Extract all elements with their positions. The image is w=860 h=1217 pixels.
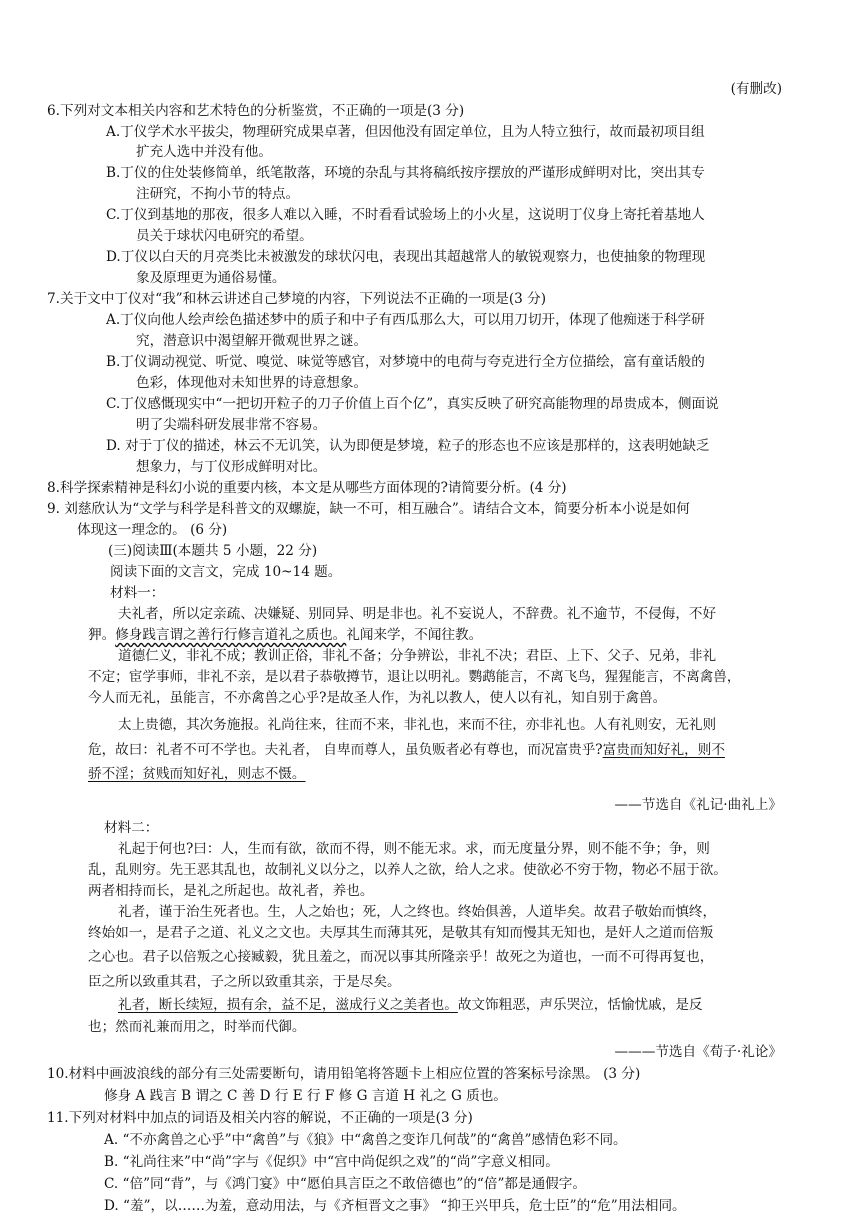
q7-stem: 7.关于文中丁仪对“我”和林云讲述自己梦境的内容，下列说法不正确的一项是(3 分) — [47, 291, 547, 307]
q11-option-d: D. “羞”，以……为羞，意动用法，与《齐桓晋文之事》 “抑王兴甲兵，危士臣”的“危”用法相同。 — [104, 1198, 686, 1214]
edited-note: (有删改) — [730, 81, 782, 97]
material-2-p2-line1: 礼者，谨于治生死者也。生，人之始也；死，人之终也。终始俱善，人道毕矣。故君子敬始而慎终， — [118, 904, 717, 920]
m1-p1-pre: 狎。 — [88, 627, 116, 643]
q6-stem: 6.下列对文本相关内容和艺术特色的分析鉴赏，不正确的一项是(3 分) — [47, 103, 465, 119]
q7-option-b-line2: 色彩，体现他对未知世界的诗意想象。 — [136, 375, 368, 391]
material-2-p3-line1 — [118, 994, 703, 1016]
m2-p3-post: 故文饰粗恶，声乐哭泣，恬愉忧戚，是反 — [457, 997, 703, 1013]
q7-option-c-line2: 明了尖端科研发展非常不容易。 — [136, 417, 327, 433]
material-1-p3-line1: 太上贵德，其次务施报。礼尚往来，往而不来，非礼也，来而不往，亦非礼也。人有礼则安，无礼则 — [118, 717, 717, 733]
q7-option-a-line2: 究，潜意识中渴望解开微观世界之谜。 — [136, 333, 368, 349]
material-1-p1-line2 — [88, 624, 482, 646]
q11-option-c: C. “倍”同“背”，与《鸿门宴》中“愿伯具言臣之不敢倍德也”的“倍”都是通假字。 — [104, 1176, 586, 1192]
q7-option-a-line1: A.丁仪向他人绘声绘色描述梦中的质子和中子有西瓜那么大，可以用刀切开，体现了他痴迷于科学研 — [106, 312, 705, 328]
material-1-label: 材料一： — [110, 585, 165, 601]
material-1-p3-line3 — [88, 763, 306, 785]
section-3-title: (三)阅读Ⅲ(本题共 5 小题，22 分) — [108, 543, 318, 559]
material-2-p2-line2: 终始如一，是君子之道、礼义之文也。夫厚其生而薄其死，是敬其有知而慢其无知也，是奸人之道而倍叛 — [88, 925, 714, 941]
q6-option-a-line1: A.丁仪学术水平拔尖，物理研究成果卓著，但因他没有固定单位，且为人特立独行，故而最初项目组 — [106, 124, 705, 140]
material-1-p2-line1: 道德仁义，非礼不成；教训正俗，非礼不备；分争辨讼，非礼不决；君臣、上下、父子、兄弟，非礼 — [118, 648, 717, 664]
q11-option-a: A. “不亦禽兽之心乎”中“禽兽”与《狼》中“禽兽之变诈几何哉”的“禽兽”感情色彩不同。 — [104, 1132, 627, 1148]
wavy-underlined-passage: 修身践言谓之善行行修言道礼之质也。 — [115, 627, 347, 643]
material-2-p1-line3: 两者相持而长，是礼之所起也。故礼者，养也。 — [88, 883, 374, 899]
material-2-p1-line2: 乱，乱则穷。先王恶其乱也，故制礼义以分之，以养人之欲，给人之求。使欲必不穷于物，物必不屈于欲。 — [88, 862, 727, 878]
q6-option-c-line2: 员关于球状闪电研究的希望。 — [136, 228, 313, 244]
section-3-instruction: 阅读下面的文言文，完成 10~14 题。 — [110, 564, 342, 580]
material-2-p3-line2: 也；然而礼兼而用之，时举而代御。 — [88, 1019, 306, 1035]
underlined-sentence-1a: 富贵而知好礼，则不 — [602, 742, 725, 758]
m1-p3-text: 危，故曰：礼者不可不学也。夫礼者， 自卑而尊人，虽负贩者必有尊也，而况富贵乎? — [88, 742, 603, 758]
q11-option-b: B. “礼尚往来”中“尚”字与《促织》中“宫中尚促织之戏”的“尚”字意义相同。 — [104, 1154, 559, 1170]
material-1-source: ——节选自《礼记·曲礼上》 — [614, 797, 782, 813]
material-1-p1-line1: 夫礼者，所以定亲疏、决嫌疑、别同异、明是非也。礼不妄说人，不辞费。礼不逾节，不侵侮，不好 — [118, 606, 717, 622]
q8-stem: 8.科学探索精神是科幻小说的重要内核，本文是从哪些方面体现的?请简要分析。(4 分) — [47, 480, 567, 496]
m1-p1-post: 礼闻来学，不闻往教。 — [346, 627, 483, 643]
q9-stem-line1: 9. 刘慈欣认为“文学与科学是科普文的双螺旋，缺一不可，相互融合”。请结合文本，简要分析本小说是如何 — [47, 501, 690, 517]
q7-option-d-line2: 想象力，与丁仪形成鲜明对比。 — [136, 459, 327, 475]
material-2-label: 材料二： — [104, 820, 159, 836]
q9-stem-line2: 体现这一理念的。 (6 分) — [77, 522, 228, 538]
material-1-p3-line2 — [88, 739, 725, 761]
q6-option-d-line1: D.丁仪以白天的月亮类比未被激发的球状闪电，表现出其超越常人的敏锐观察力，也使抽象的物理现 — [106, 249, 706, 265]
q10-options: 修身 A 践言 B 谓之 C 善 D 行 E 行 F 修 G 言道 H 礼之 G 质也。 — [104, 1088, 507, 1104]
underlined-sentence-1b: 骄不淫；贫贱而知好礼，则志不慑。 — [88, 766, 306, 782]
q6-option-c-line1: C.丁仪到基地的那夜，很多人难以入睡，不时看看试验场上的小火星，这说明丁仪身上寄托着基地人 — [106, 207, 705, 223]
q6-option-b-line1: B.丁仪的住处装修简单，纸笔散落，环境的杂乱与其将稿纸按序摆放的严谨形成鲜明对比，突出其专 — [106, 165, 705, 181]
q6-option-d-line2: 象及原理更为通俗易懂。 — [136, 270, 286, 286]
q7-option-c-line1: C.丁仪感慨现实中“一把切开粒子的刀子价值上百个亿”，真实反映了研究高能物理的昂贵成本，侧面说 — [106, 396, 719, 412]
q10-stem: 10.材料中画波浪线的部分有三处需要断句，请用铅笔将答题卡上相应位置的答案标号涂黑。 (3 分) — [47, 1066, 641, 1082]
q7-option-d-line1: D. 对于丁仪的描述，林云不无讥笑，认为即便是梦境，粒子的形态也不应该是那样的，这表明她缺乏 — [106, 438, 710, 454]
material-2-p1-line1: 礼起于何也?曰：人，生而有欲，欲而不得，则不能无求。求，而无度量分界，则不能不争；争，则 — [118, 841, 710, 857]
q6-option-b-line2: 注研究，不拘小节的特点。 — [136, 186, 300, 202]
q11-stem: 11.下列对材料中加点的词语及相关内容的解说，不正确的一项是(3 分) — [47, 1110, 473, 1126]
underlined-sentence-2: 礼者，断长续短，损有余，益不足，滋成行义之美者也。 — [118, 997, 458, 1013]
material-2-p2-line4: 臣之所以致重其君，子之所以致重其亲，于是尽矣。 — [88, 974, 401, 990]
q6-option-a-line2: 扩充人选中并没有他。 — [136, 144, 272, 160]
q7-option-b-line1: B.丁仪调动视觉、听觉、嗅觉、味觉等感官，对梦境中的电荷与夸克进行全方位描绘，富有童话般的 — [106, 354, 705, 370]
material-2-source: ———节选自《荀子·礼论》 — [614, 1044, 782, 1060]
material-1-p2-line2: 不定；宦学事师，非礼不亲，是以君子恭敬撙节，退让以明礼。鹦鹉能言，不离飞鸟，猩猩能言，不离禽兽， — [88, 669, 741, 685]
material-2-p2-line3: 之心也。君子以倍叛之心接臧毅，犹且羞之，而况以事其所隆亲乎！故死之为道也，一而不可得再复也， — [88, 949, 714, 965]
material-1-p2-line3: 今人而无礼，虽能言，不亦禽兽之心乎?是故圣人作，为礼以教人，使人以有礼，知自别于禽兽。 — [88, 690, 667, 706]
